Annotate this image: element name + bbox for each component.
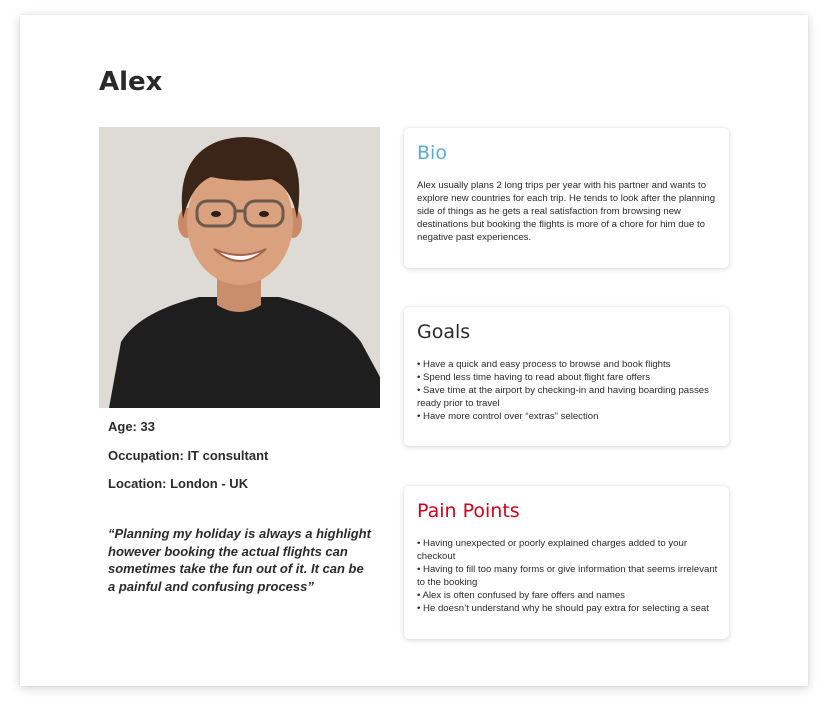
persona-facts — [108, 419, 268, 505]
pain-points-title: Pain Points — [417, 500, 520, 522]
persona-photo — [99, 127, 380, 408]
goals-list — [417, 358, 719, 423]
bio-panel — [404, 128, 729, 268]
list-item: • Have a quick and easy process to browse and book flights — [417, 359, 671, 370]
list-item: • Alex is often confused by fare offers and names — [417, 590, 625, 601]
list-item: • Save time at the airport by checking-in and having boarding passes ready prior to travel — [417, 385, 709, 409]
persona-age: Age: 33 — [108, 419, 155, 434]
goals-panel — [404, 307, 729, 446]
list-item: • Spend less time having to read about flight fare offers — [417, 372, 651, 383]
list-item: • He doesn’t understand why he should pay extra for selecting a seat — [417, 603, 709, 614]
list-item: • Having unexpected or poorly explained charges added to your checkout — [417, 538, 688, 562]
persona-quote: “Planning my holiday is always a highlight however booking the actual flights can sometimes take the fun out of it. It can be a painful and confusing process” — [108, 526, 371, 594]
persona-occupation: Occupation: IT consultant — [108, 447, 269, 463]
bio-title: Bio — [417, 142, 447, 164]
list-item: • Have more control over “extras” selection — [417, 411, 599, 422]
list-item: • Having to fill too many forms or give information that seems irrelevant to the booking — [417, 564, 718, 588]
bio-text: Alex usually plans 2 long trips per year with his partner and wants to explore new countries for each trip. He tends to look after the planning side of things as he gets a real satisfaction from browsing new destinations but booking the flights is more of a chore for him due to negative past experiences. — [417, 180, 716, 243]
pain-points-panel — [404, 486, 729, 639]
persona-location: Location: London - UK — [108, 476, 249, 491]
pain-points-list — [417, 537, 719, 615]
goals-title: Goals — [417, 321, 471, 343]
persona-name: Alex — [99, 67, 163, 97]
person-portrait-icon — [99, 127, 380, 408]
